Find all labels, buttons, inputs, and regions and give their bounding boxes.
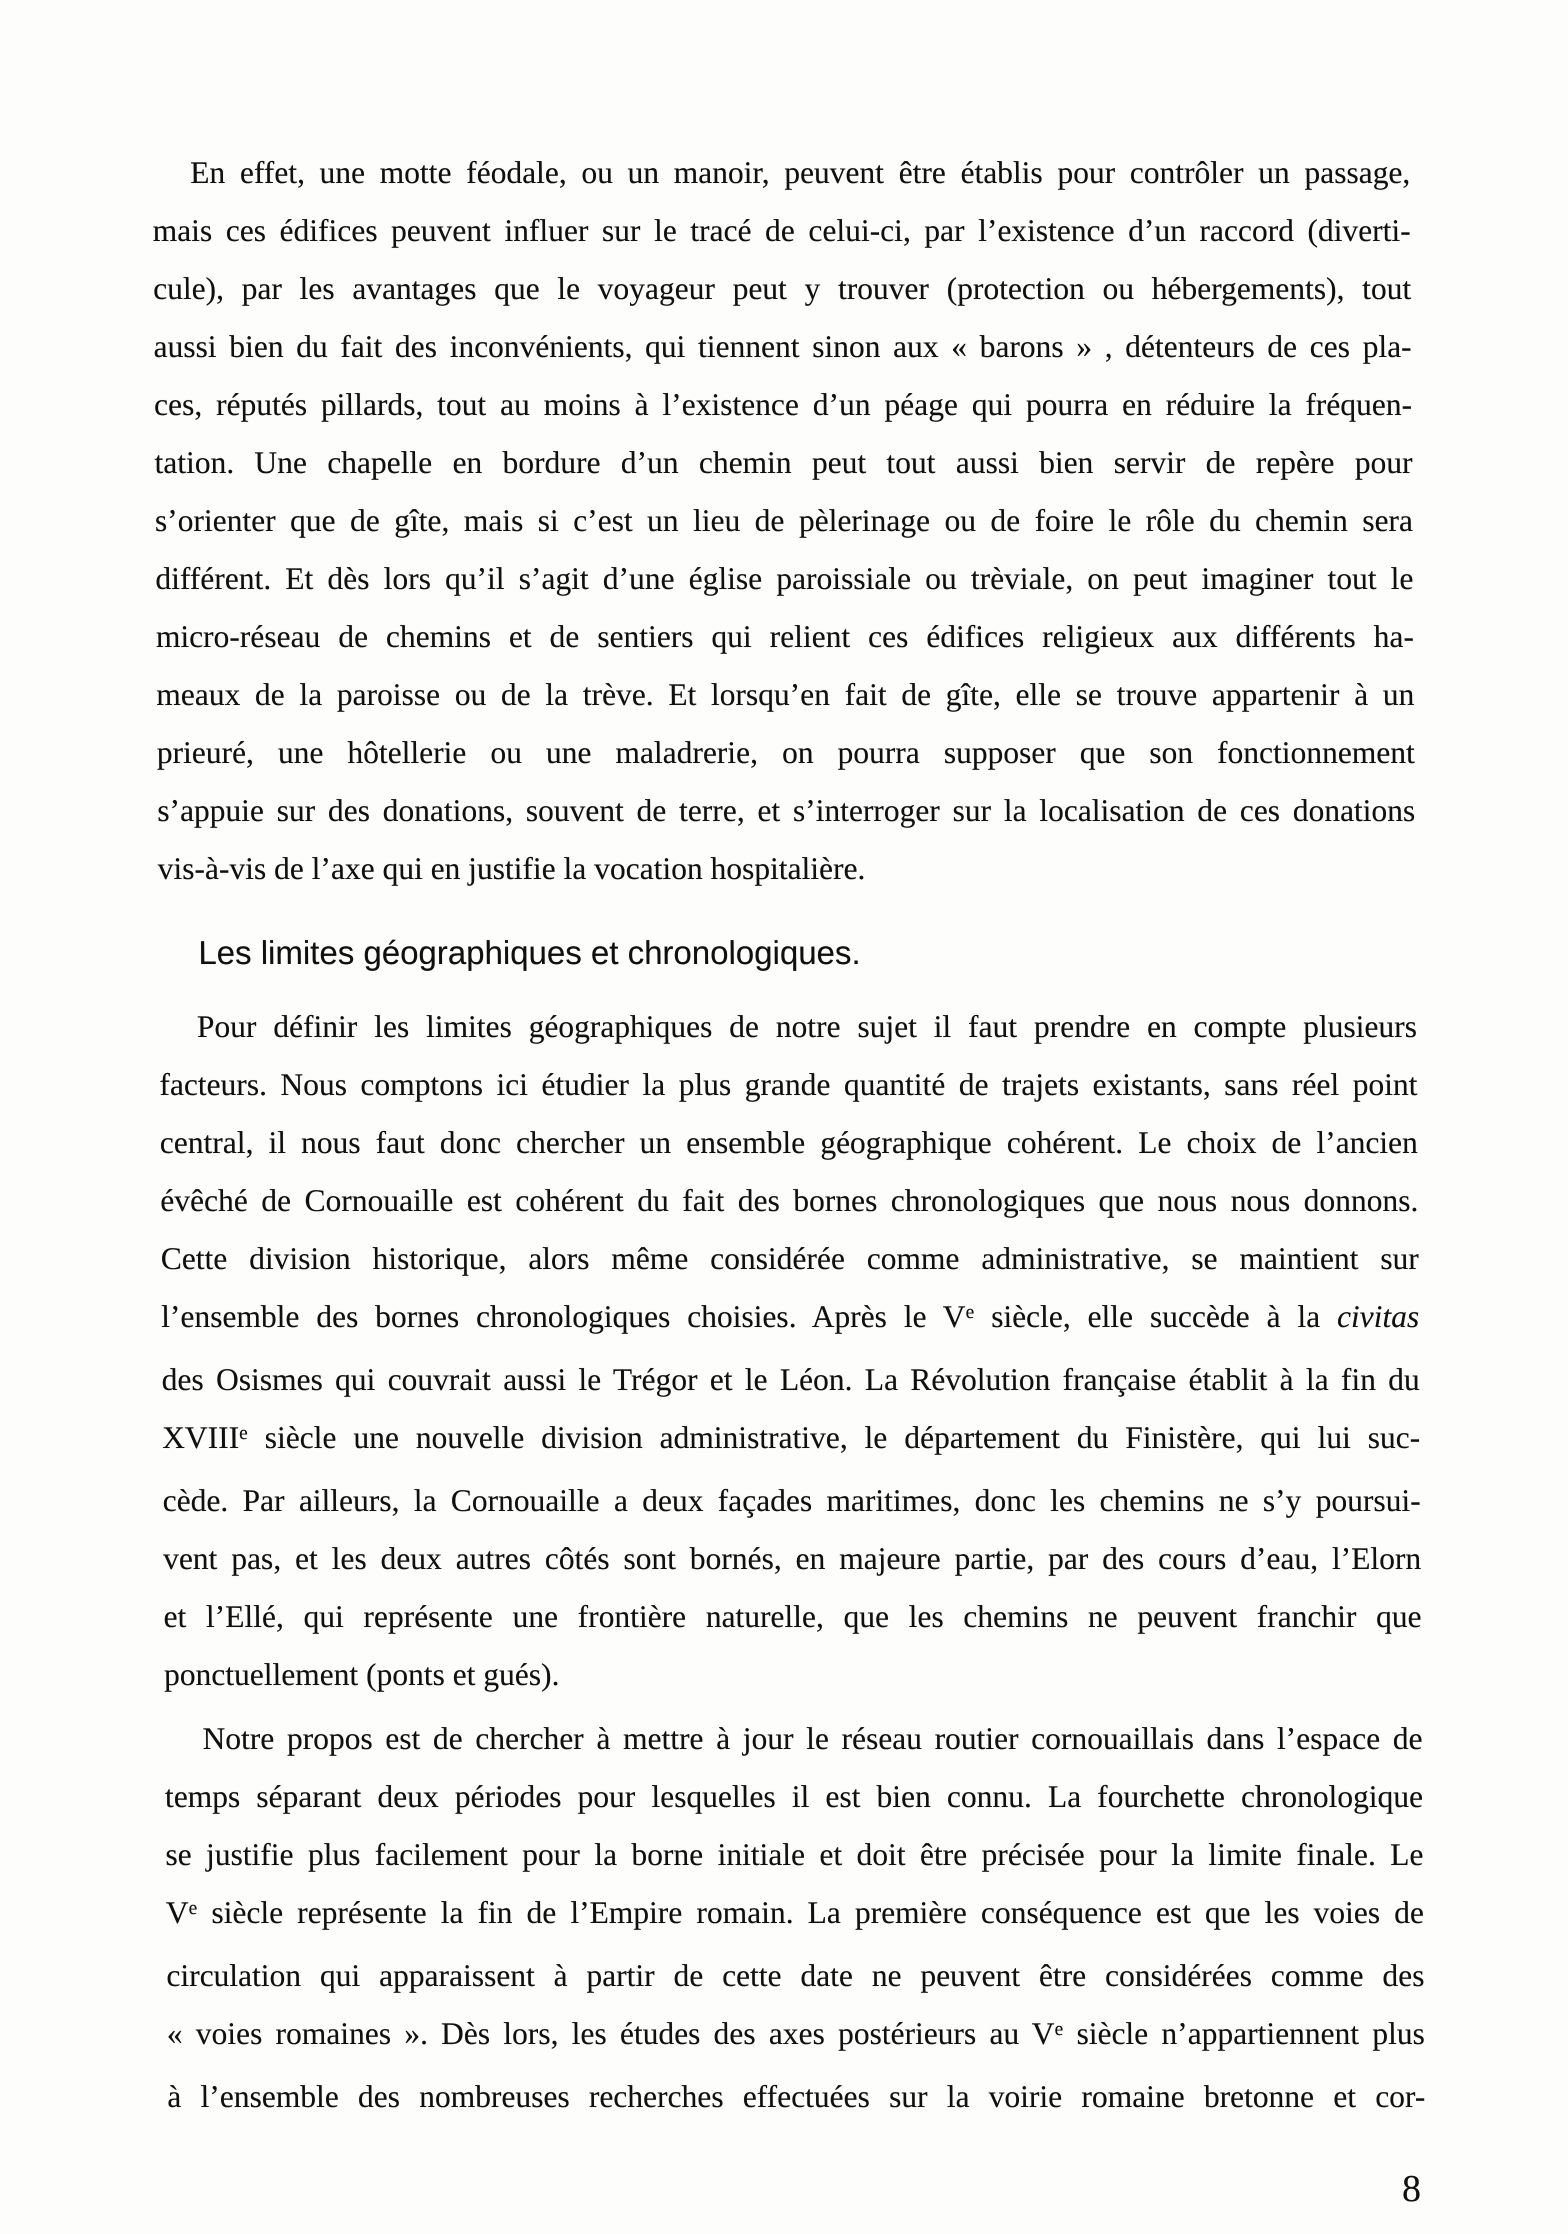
text-line: vis-à-vis de l’axe qui en justifie la vocation hospitalière. — [157, 851, 866, 886]
text-line: différent. Et dès lors qu’il s’agit d’une église paroissiale ou trèviale, on peut imaginer tout le — [155, 561, 1414, 596]
text-line: Cette division historique, alors même considérée comme administrative, se maintient sur — [160, 1241, 1419, 1276]
text-line: Pour définir les limites géographiques de notre sujet il faut prendre en compte plusieurs — [196, 1009, 1418, 1044]
text-line: prieuré, une hôtellerie ou une maladrerie, on pourra supposer que son fonctionnement — [156, 735, 1415, 770]
text-line: « voies romaines ». Dès lors, les études des axes postérieurs au Ve siècle n’appartiennent plus — [166, 2016, 1425, 2051]
text-line: Les limites géographiques et chronologiques. — [198, 934, 861, 971]
text-line: aussi bien du fait des inconvénients, qui tiennent sinon aux « barons » , détenteurs de ces pla- — [153, 329, 1412, 364]
text-line: Notre propos est de chercher à mettre à jour le réseau routier cornouaillais dans l’espace de — [202, 1721, 1423, 1756]
superscript-ordinal: e — [1054, 2018, 1064, 2040]
section-heading — [158, 924, 1416, 982]
italic-term: civitas — [1336, 1299, 1420, 1334]
text-line: meaux de la paroisse ou de la trève. Et lorsqu’en fait de gîte, elle se trouve appartenir à un — [156, 677, 1415, 712]
text-line: cède. Par ailleurs, la Cornouaille a deux façades maritimes, donc les chemins ne s’y poursui- — [162, 1483, 1421, 1518]
text-line: l’ensemble des bornes chronologiques choisies. Après le Ve siècle, elle succède à la civitas — [161, 1299, 1420, 1334]
text-line: évêché de Cornouaille est cohérent du fait des bornes chronologiques que nous nous donnons. — [160, 1183, 1419, 1218]
paragraph-propos — [164, 1710, 1425, 2126]
text-line: ces, réputés pillards, tout au moins à l’existence d’un péage qui pourra en réduire la fréquen- — [153, 387, 1413, 422]
text-line: mais ces édifices peuvent influer sur le tracé de celui-ci, par l’existence d’un raccord (diverti- — [152, 213, 1411, 248]
text-line: à l’ensemble des nombreuses recherches effectuées sur la voirie romaine bretonne et cor- — [167, 2079, 1426, 2114]
text-line: vent pas, et les deux autres côtés sont bornés, en majeure partie, par des cours d’eau, l’Elorn — [162, 1541, 1422, 1576]
text-line: En effet, une motte féodale, ou un manoir, peuvent être établis pour contrôler un passage, — [190, 155, 1411, 190]
text-line: circulation qui apparaissent à partir de cette date ne peuvent être considérées comme des — [166, 1958, 1425, 1993]
text-line: temps séparant deux périodes pour lesquelles il est bien connu. La fourchette chronologique — [164, 1779, 1424, 1814]
text-line: XVIIIe siècle une nouvelle division administrative, le département du Finistère, qui lui suc- — [162, 1420, 1421, 1455]
text-line: se justifie plus facilement pour la borne initiale et doit être précisée pour la limite finale. Le — [165, 1837, 1424, 1872]
text-line: cule), par les avantages que le voyageur peut y trouver (protection ou hébergements), tout — [152, 271, 1412, 306]
text-line: s’orienter que de gîte, mais si c’est un lieu de pèlerinage ou de foire le rôle du chemin sera — [154, 503, 1414, 538]
text-line: s’appuie sur des donations, souvent de terre, et s’interroger sur la localisation de ces donations — [157, 793, 1416, 828]
superscript-ordinal: e — [239, 1422, 248, 1444]
page-number: 8 — [1402, 2168, 1421, 2210]
paragraph-limites — [159, 998, 1423, 1704]
text-line: tation. Une chapelle en bordure d’un chemin peut tout aussi bien servir de repère pour — [154, 445, 1413, 480]
paragraph-intro — [152, 144, 1416, 898]
text-line: des Osismes qui couvrait aussi le Trégor et le Léon. La Révolution française établit à la fin du — [161, 1362, 1420, 1397]
text-line: central, il nous faut donc chercher un ensemble géographique cohérent. Le choix de l’ancien — [159, 1125, 1418, 1160]
text-line: facteurs. Nous comptons ici étudier la plus grande quantité de trajets existants, sans réel point — [159, 1067, 1418, 1102]
text-line: Ve siècle représente la fin de l’Empire romain. La première conséquence est que les voies de — [165, 1895, 1425, 1930]
text-line: et l’Ellé, qui représente une frontière naturelle, que les chemins ne peuvent franchir que — [163, 1599, 1422, 1634]
superscript-ordinal: e — [965, 1301, 975, 1323]
superscript-ordinal: e — [188, 1897, 198, 1919]
text-line: ponctuellement (ponts et gués). — [163, 1657, 560, 1692]
text-line: micro-réseau de chemins et de sentiers qui relient ces édifices religieux aux différents ha- — [155, 619, 1415, 654]
